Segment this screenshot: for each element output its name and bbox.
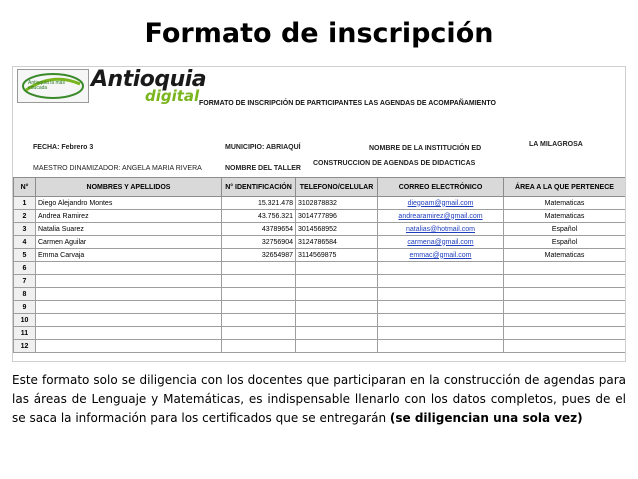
note-text: Este formato solo se diligencia con los docentes que participaran en la construcción de agendas para las áreas de Lenguaje y Matemáticas, es indispensable llenarlo con los datos completos, pues de el se saca la información para los certificados que se entregarán — [12, 373, 626, 425]
institucion-value: LA MILAGROSA — [529, 141, 583, 148]
row-number: 10 — [14, 314, 36, 327]
table-row — [14, 327, 626, 340]
header-cell: N° — [14, 178, 36, 197]
header-cell: NOMBRES Y APELLIDOS — [36, 178, 222, 197]
area-cell: Matematicas — [504, 210, 626, 223]
email-cell — [378, 327, 504, 340]
id-cell — [222, 314, 296, 327]
email-cell — [378, 301, 504, 314]
phone-cell: 3014568952 — [296, 223, 378, 236]
row-number: 8 — [14, 288, 36, 301]
id-cell — [222, 327, 296, 340]
area-cell — [504, 301, 626, 314]
area-cell — [504, 314, 626, 327]
row-number: 12 — [14, 340, 36, 353]
table-row — [14, 262, 626, 275]
name-cell — [36, 288, 222, 301]
name-cell — [36, 301, 222, 314]
table-row — [14, 249, 626, 262]
name-cell: Carmen Aguilar — [36, 236, 222, 249]
logo-emblem — [17, 69, 89, 103]
header-cell: N° IDENTIFICACIÓN — [222, 178, 296, 197]
table-row — [14, 236, 626, 249]
email-cell[interactable]: diegoam@gmail.com — [378, 197, 504, 210]
phone-cell — [296, 301, 378, 314]
row-number: 9 — [14, 301, 36, 314]
phone-cell — [296, 275, 378, 288]
header-cell: CORREO ELECTRÓNICO — [378, 178, 504, 197]
header-cell: TELEFONO/CELULAR — [296, 178, 378, 197]
id-cell: 32654987 — [222, 249, 296, 262]
name-cell — [36, 262, 222, 275]
table-row — [14, 275, 626, 288]
area-cell: Matematicas — [504, 249, 626, 262]
row-number: 11 — [14, 327, 36, 340]
name-cell: Andrea Ramirez — [36, 210, 222, 223]
logo — [17, 69, 207, 103]
id-cell: 43789654 — [222, 223, 296, 236]
table-row — [14, 314, 626, 327]
id-cell — [222, 262, 296, 275]
sheet-title: FORMATO DE INSCRIPCIÓN DE PARTICIPANTES LAS AGENDAS DE ACOMPAÑAMIENTO — [199, 100, 496, 107]
table-row — [14, 210, 626, 223]
logo-sub-text: digital — [145, 87, 200, 105]
header-cell: ÁREA A LA QUE PERTENECE — [504, 178, 626, 197]
id-cell — [222, 288, 296, 301]
email-cell — [378, 340, 504, 353]
phone-cell — [296, 288, 378, 301]
table-row — [14, 197, 626, 210]
area-cell — [504, 262, 626, 275]
email-cell[interactable]: natalias@hotmail.com — [378, 223, 504, 236]
taller-label: NOMBRE DEL TALLER — [225, 165, 301, 172]
phone-cell — [296, 327, 378, 340]
note-bold: (se diligencian una sola vez) — [389, 411, 583, 425]
row-number: 7 — [14, 275, 36, 288]
table-row — [14, 288, 626, 301]
area-cell — [504, 327, 626, 340]
table-row — [14, 223, 626, 236]
name-cell: Emma Carvaja — [36, 249, 222, 262]
phone-cell — [296, 340, 378, 353]
row-number: 3 — [14, 223, 36, 236]
table-row — [14, 301, 626, 314]
institucion-label: NOMBRE DE LA INSTITUCIÓN ED — [369, 145, 482, 152]
id-cell — [222, 340, 296, 353]
area-cell: Español — [504, 236, 626, 249]
area-cell — [504, 275, 626, 288]
fecha-label: FECHA: Febrero 3 — [33, 144, 94, 151]
name-cell — [36, 340, 222, 353]
row-number: 2 — [14, 210, 36, 223]
row-number: 6 — [14, 262, 36, 275]
name-cell — [36, 327, 222, 340]
row-number: 1 — [14, 197, 36, 210]
form-image — [12, 66, 626, 362]
area-cell — [504, 340, 626, 353]
municipio-label: MUNICIPIO: ABRIAQUÍ — [225, 144, 301, 151]
email-cell — [378, 288, 504, 301]
name-cell — [36, 275, 222, 288]
phone-cell: 3124786584 — [296, 236, 378, 249]
taller-value: CONSTRUCCION DE AGENDAS DE DIDACTICAS — [313, 160, 476, 167]
name-cell: Natalia Suarez — [36, 223, 222, 236]
area-cell — [504, 288, 626, 301]
table-row — [14, 340, 626, 353]
name-cell: Diego Alejandro Montes — [36, 197, 222, 210]
id-cell: 15.321.478 — [222, 197, 296, 210]
maestro-label: MAESTRO DINAMIZADOR: ANGELA MARIA RIVERA — [33, 165, 202, 172]
phone-cell: 3014777896 — [296, 210, 378, 223]
page-title: Formato de inscripción — [144, 18, 494, 49]
area-cell: Español — [504, 223, 626, 236]
email-cell — [378, 314, 504, 327]
participants-table — [13, 177, 626, 353]
phone-cell — [296, 314, 378, 327]
area-cell: Matematicas — [504, 197, 626, 210]
id-cell — [222, 301, 296, 314]
email-cell[interactable]: andrearamirez@gmail.com — [378, 210, 504, 223]
email-cell[interactable]: emmac@gmail.com — [378, 249, 504, 262]
email-cell[interactable]: carmena@gmail.com — [378, 236, 504, 249]
row-number: 4 — [14, 236, 36, 249]
phone-cell — [296, 262, 378, 275]
email-cell — [378, 262, 504, 275]
phone-cell: 3114569875 — [296, 249, 378, 262]
phone-cell: 3102878832 — [296, 197, 378, 210]
id-cell — [222, 275, 296, 288]
logo-main-text: Antioquia — [91, 67, 207, 92]
email-cell — [378, 275, 504, 288]
name-cell — [36, 314, 222, 327]
id-cell: 32756904 — [222, 236, 296, 249]
id-cell: 43.756.321 — [222, 210, 296, 223]
row-number: 5 — [14, 249, 36, 262]
table-header-row — [14, 178, 626, 197]
instructions-note — [12, 371, 626, 428]
logo-tagline: Antioquia la más educada — [28, 80, 65, 91]
